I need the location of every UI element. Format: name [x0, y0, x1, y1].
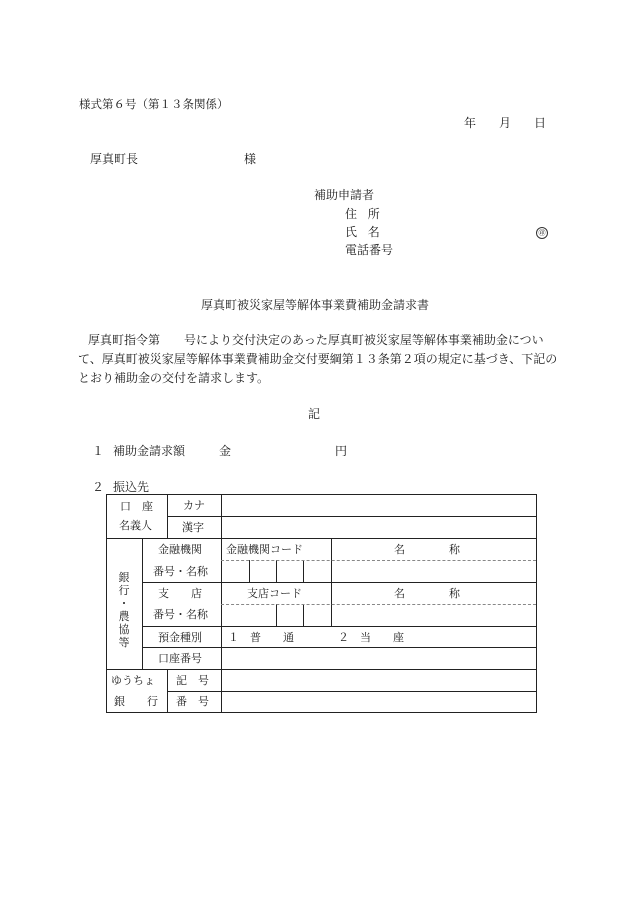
- deposit-option-2: ２ 当 座: [338, 631, 404, 644]
- applicant-address-label: 住所: [345, 207, 391, 221]
- deposit-type-label: 預金種別: [158, 631, 202, 644]
- institution-label-2: 番号・名称: [153, 565, 208, 578]
- branch-name-header: 名 称: [394, 587, 460, 600]
- yucho-label-2: 銀 行: [114, 695, 158, 708]
- applicant-heading: 補助申請者: [314, 188, 375, 202]
- institution-name-header: 名 称: [394, 543, 460, 556]
- item1-label: 補助金請求額: [113, 444, 186, 458]
- institution-label-1: 金融機関: [158, 543, 202, 556]
- kigo-label: 記 号: [176, 674, 209, 687]
- item2-label: 振込先: [113, 480, 150, 494]
- addressee-honorific: 様: [244, 152, 257, 166]
- kanji-label: 漢字: [182, 521, 204, 534]
- body-line-1: 厚真町指令第 号により交付決定のあった厚真町被災家屋等解体事業補助金につい: [88, 333, 544, 347]
- yucho-label-1: ゆうちょ: [111, 674, 155, 687]
- account-number-label: 口座番号: [158, 652, 202, 665]
- bango-label: 番 号: [176, 695, 209, 708]
- document-title: 厚真町被災家屋等解体事業費補助金請求書: [200, 298, 429, 312]
- item1-kin: 金: [219, 444, 232, 458]
- holder-label-2: 名義人: [119, 519, 152, 532]
- institution-code-label: 金融機関コード: [226, 543, 303, 556]
- holder-label-1: 口 座: [120, 500, 153, 513]
- branch-code-label: 支店コード: [247, 587, 302, 600]
- ki-label: 記: [308, 407, 321, 421]
- item2-number: ２: [92, 480, 105, 494]
- seal-icon: ㊞: [536, 227, 548, 239]
- request-form-page: 様式第６号（第１３条関係） 年 月 日 厚真町長 様 補助申請者 住所 氏名 ㊞ 電話番号 厚真町被災家屋等解体事業費補助金請求書 厚真町指令第 号により交付決定のあった厚真町被災家屋等解体事業補助金につい て、厚真町被災家屋等解体事業費補助金交付要綱第１３条第２項の規定に基づき、下記の とおり補助金の交付を請求します。 記 １ 補助金請求額 金 円 ２ 振込先 口 座 名義人 カナ 漢字 銀 行 ・ 農 協 等 金融機関 番号・名称 金融機関コード 名 称 支 店 番号・名称 支店コード 名 称 預金種別 １ 普 通 ２ 当 座 口座番号 ゆうちょ 銀 行 記 号 番 号: [0, 0, 630, 903]
- date-day-label: 日: [534, 116, 547, 130]
- date-month-label: 月: [499, 116, 512, 130]
- body-line-2: て、厚真町被災家屋等解体事業費補助金交付要綱第１３条第２項の規定に基づき、下記の: [78, 352, 558, 366]
- deposit-option-1: １ 普 通: [228, 631, 294, 644]
- applicant-phone-label: 電話番号: [345, 243, 394, 257]
- applicant-name-label: 氏名: [345, 225, 391, 239]
- kana-label: カナ: [183, 499, 205, 512]
- item1-yen: 円: [335, 444, 348, 458]
- branch-label-2: 番号・名称: [153, 608, 208, 621]
- addressee-name: 厚真町長: [90, 152, 139, 166]
- form-number: 様式第６号（第１３条関係）: [79, 97, 229, 111]
- body-line-3: とおり補助金の交付を請求します。: [78, 371, 270, 385]
- seal-mark: [536, 225, 548, 239]
- branch-label-1: 支 店: [158, 587, 202, 600]
- date-year-label: 年: [464, 116, 477, 130]
- item1-number: １: [92, 444, 105, 458]
